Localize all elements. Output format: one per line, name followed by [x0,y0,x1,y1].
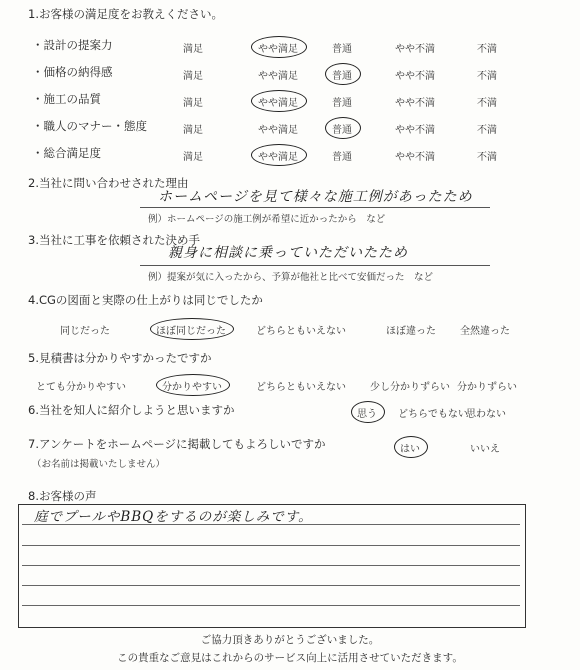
q5-option: 分かりずらい [457,382,517,393]
q1-option: 満足 [183,125,203,136]
q1-selected-circle [325,63,361,85]
q1-option: やや満足 [258,125,298,136]
q4-option: どちらともいえない [256,326,346,337]
q1-row-label: ・設計の提案力 [32,38,113,52]
q5-selected-circle [156,374,230,396]
footer-note: この貴重なご意見はこれからのサービス向上に活用させていただきます。 [117,652,463,664]
q8-ruled-line [22,565,520,566]
q1-option: やや不満 [395,44,435,55]
footer-thanks: ご協力頂きありがとうございました。 [200,634,380,646]
q1-row-label: ・施工の品質 [32,92,101,106]
q5-option: とても分かりやすい [36,382,126,393]
q6-option: どちらでもない [398,409,468,420]
q5-option: 分かりやすい [162,382,222,393]
q6-option: 思わない [466,409,506,420]
q3-title: 3.当社に工事を依頼された決め手 [28,233,200,247]
q1-option: 普通 [332,71,352,82]
q6-title: 6.当社を知人に紹介しようと思いますか [28,403,235,417]
q1-row-label: ・価格の納得感 [32,65,113,79]
q3-example: 例）提案が気に入ったから、予算が他社と比べて安価だった など [148,272,434,283]
q1-option: やや満足 [258,152,298,163]
q2-example: 例）ホームページの施工例が希望に近かったから など [148,214,386,225]
q2-answer: ホームページを見て様々な施工例があったため [158,189,473,205]
q1-option: 満足 [183,98,203,109]
q8-ruled-line [22,585,520,586]
q1-option: やや満足 [258,71,298,82]
q1-option: 満足 [183,152,203,163]
q4-option: ほぼ違った [386,326,436,337]
q1-selected-circle [251,144,307,166]
q1-option: 不満 [477,125,497,136]
q1-option: やや満足 [258,98,298,109]
q5-option: どちらともいえない [256,382,346,393]
q1-row-label: ・総合満足度 [32,146,101,160]
q7-selected-circle [394,436,428,458]
q7-title: 7.アンケートをホームページに掲載してもよろしいですか [28,437,326,451]
q8-ruled-line [22,545,520,546]
q1-row-label: ・職人のマナー・態度 [32,119,147,133]
q4-option: 同じだった [60,326,110,337]
q8-ruled-line [22,605,520,606]
q1-title: 1.お客様の満足度をお教えください。 [28,7,223,21]
q1-option: 普通 [332,125,352,136]
q1-option: やや不満 [395,125,435,136]
q1-option: やや不満 [395,152,435,163]
q5-title: 5.見積書は分かりやすかったですか [28,351,212,365]
q7-option: いいえ [470,444,500,455]
q1-option: 満足 [183,71,203,82]
q1-option: 不満 [477,44,497,55]
q1-selected-circle [325,117,361,139]
q1-option: 不満 [477,71,497,82]
q3-answer-line [140,265,490,266]
q1-option: 不満 [477,98,497,109]
q7-note: （お名前は掲載いたしません） [32,459,166,470]
q2-title: 2.当社に問い合わせされた理由 [28,176,189,190]
q7-option: はい [400,444,420,455]
q1-selected-circle [251,36,307,58]
q1-option: 満足 [183,44,203,55]
q2-answer-line [140,207,490,208]
q1-option: 不満 [477,152,497,163]
q4-option: 全然違った [460,326,510,337]
q6-selected-circle [351,401,385,423]
q6-option: 思う [357,409,377,420]
q1-option: やや満足 [258,44,298,55]
q1-option: やや不満 [395,71,435,82]
q1-option: 普通 [332,152,352,163]
q4-selected-circle [150,318,234,340]
q8-answer: 庭でプールやBBQをするのが楽しみです。 [34,509,313,525]
q1-selected-circle [251,90,307,112]
q5-option: 少し分かりずらい [370,382,450,393]
q1-option: やや不満 [395,98,435,109]
q1-option: 普通 [332,98,352,109]
q1-option: 普通 [332,44,352,55]
q8-title: 8.お客様の声 [28,489,97,503]
q4-option: ほぼ同じだった [156,326,226,337]
q3-answer: 親身に相談に乗っていただいたため [168,245,408,261]
q4-title: 4.CGの図面と実際の仕上がりは同じでしたか [28,293,263,307]
q8-ruled-line [22,524,520,525]
